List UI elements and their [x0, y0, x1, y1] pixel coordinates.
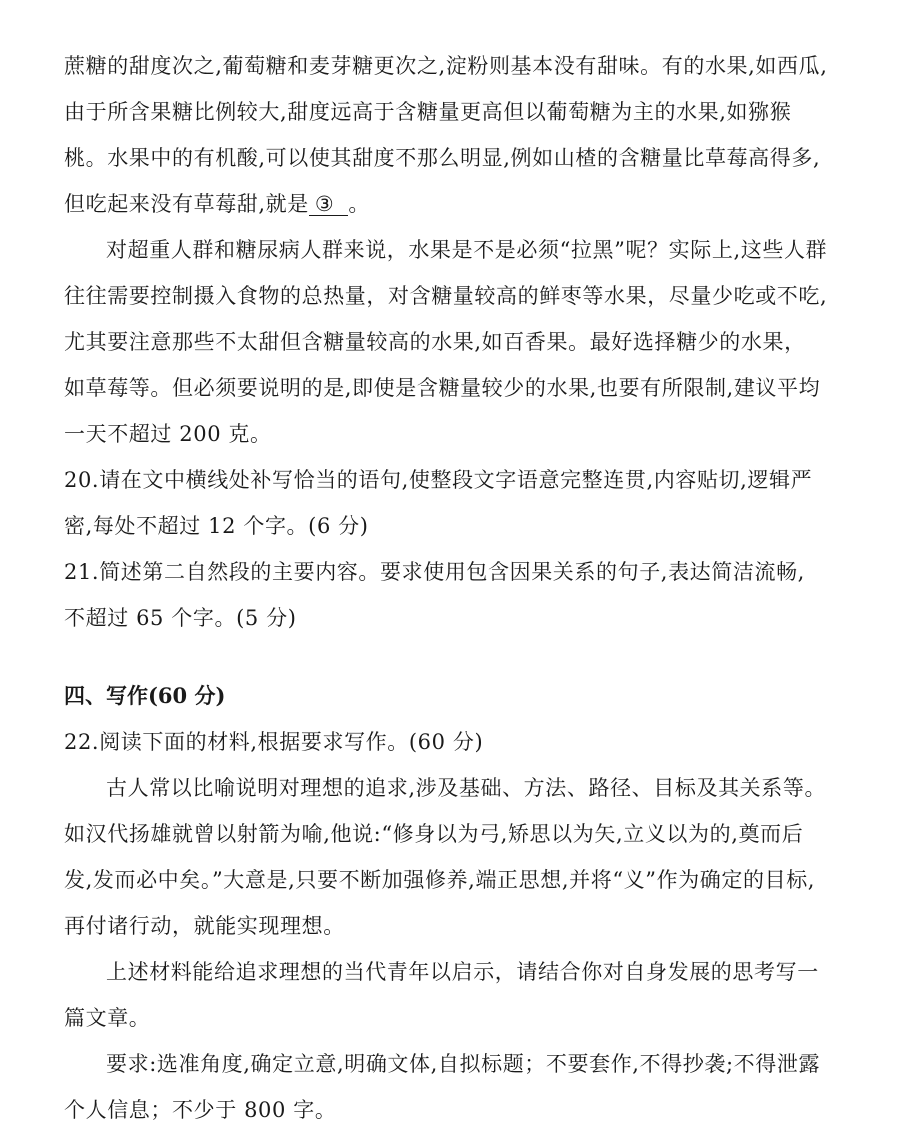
text-line: 如草莓等。但必须要说明的是,即使是含糖量较少的水果,也要有所限制,建议平均: [64, 376, 821, 400]
passage-paragraph-1: [64, 43, 844, 227]
answer-blank-3: ③: [309, 193, 348, 216]
writing-requirements: [64, 1041, 844, 1133]
question-21: [64, 549, 844, 641]
text-line: 桃。水果中的有机酸,可以使其甜度不那么明显,例如山楂的含糖量比草莓高得多,: [64, 146, 821, 170]
text-line: 如汉代扬雄就曾以射箭为喻,他说:“修身以为弓,矫思以为矢,立义以为的,奠而后: [64, 822, 804, 846]
text-line: 个人信息；不少于 800 字。: [64, 1098, 337, 1122]
question-line: 不超过 65 个字。(5 分): [64, 606, 297, 630]
text-line: 蔗糖的甜度次之,葡萄糖和麦芽糖更次之,淀粉则基本没有甜味。有的水果,如西瓜,: [64, 54, 828, 78]
question-22-title: 22.阅读下面的材料,根据要求写作。(60 分): [64, 730, 484, 754]
text-fragment: 。: [348, 192, 370, 216]
exam-page: [64, 43, 844, 1133]
text-line: 往往需要控制摄入食物的总热量，对含糖量较高的鲜枣等水果，尽量少吃或不吃,: [64, 284, 828, 308]
text-line: 要求:选准角度,确定立意,明确文体,自拟标题；不要套作,不得抄袭;不得泄露: [106, 1052, 821, 1076]
text-line: 对超重人群和糖尿病人群来说，水果是不是必须“拉黑”呢？实际上,这些人群: [106, 238, 828, 262]
text-fragment: 但吃起来没有草莓甜,就是: [64, 192, 309, 216]
text-line: 一天不超过 200 克。: [64, 422, 272, 446]
question-line: 21.简述第二自然段的主要内容。要求使用包含因果关系的句子,表达简洁流畅,: [64, 560, 805, 584]
section-title-writing: 四、写作(60 分): [64, 683, 226, 708]
text-line: 再付诸行动，就能实现理想。: [64, 914, 345, 938]
passage-paragraph-2: [64, 227, 844, 457]
text-line: 由于所含果糖比例较大,甜度远高于含糖量更高但以葡萄糖为主的水果,如猕猴: [64, 100, 792, 124]
text-line: 古人常以比喻说明对理想的追求,涉及基础、方法、路径、目标及其关系等。: [106, 776, 827, 800]
material-paragraph-1: [64, 765, 844, 949]
text-line: 上述材料能给追求理想的当代青年以启示，请结合你对自身发展的思考写一: [106, 960, 819, 984]
text-line: 篇文章。: [64, 1006, 151, 1030]
text-line: 尤其要注意那些不太甜但含糖量较高的水果,如百香果。最好选择糖少的水果，: [64, 330, 806, 354]
text-line: [64, 181, 844, 227]
material-paragraph-2: [64, 949, 844, 1041]
text-line: 发,发而必中矣。”大意是,只要不断加强修养,端正思想,并将“义”作为确定的目标,: [64, 868, 816, 892]
question-20: [64, 457, 844, 549]
question-line: 20.请在文中横线处补写恰当的语句,使整段文字语意完整连贯,内容贴切,逻辑严: [64, 468, 813, 492]
section-spacer: [64, 641, 844, 673]
question-line: 密,每处不超过 12 个字。(6 分): [64, 514, 369, 538]
